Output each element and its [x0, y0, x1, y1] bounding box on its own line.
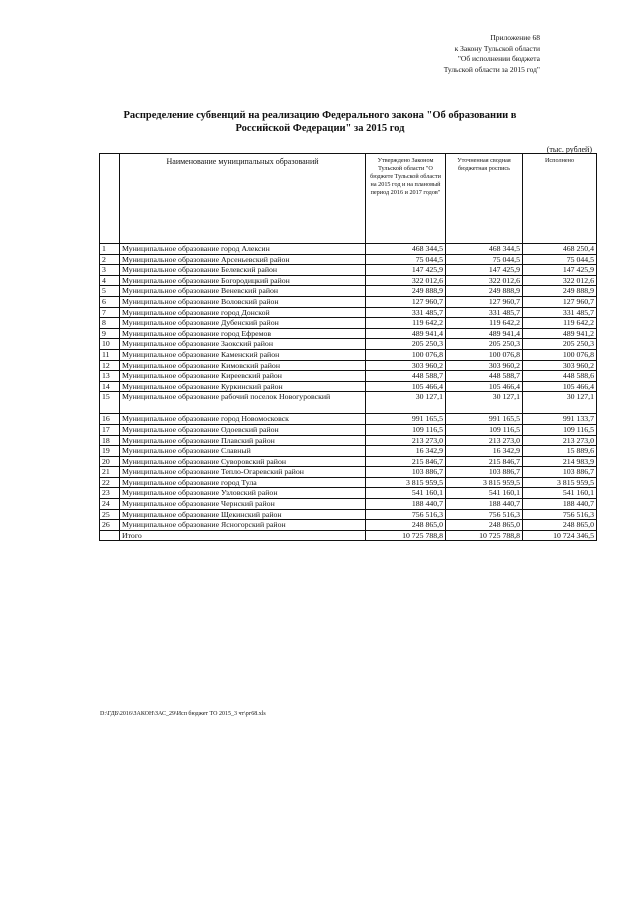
row-refined: 331 485,7 [446, 307, 523, 318]
row-executed: 30 127,1 [523, 392, 597, 414]
row-index: 8 [100, 318, 120, 329]
row-name: Муниципальное образование Щекинский район [120, 509, 366, 520]
table-row [100, 349, 597, 360]
table-row [100, 509, 597, 520]
row-refined: 489 941,4 [446, 328, 523, 339]
row-approved: 119 642,2 [366, 318, 446, 329]
row-index: 14 [100, 381, 120, 392]
row-index: 16 [100, 414, 120, 425]
row-executed: 100 076,8 [523, 349, 597, 360]
row-index: 11 [100, 349, 120, 360]
row-approved: 249 888,9 [366, 286, 446, 297]
row-refined: 213 273,0 [446, 435, 523, 446]
table-row [100, 499, 597, 510]
row-name: Муниципальное образование Плавский район [120, 435, 366, 446]
row-approved: 105 466,4 [366, 381, 446, 392]
row-executed: 249 888,9 [523, 286, 597, 297]
row-index: 21 [100, 467, 120, 478]
row-name: Муниципальное образование город Донской [120, 307, 366, 318]
row-refined: 103 886,7 [446, 467, 523, 478]
table-row [100, 520, 597, 531]
row-approved: 3 815 959,5 [366, 477, 446, 488]
table-row [100, 488, 597, 499]
row-executed: 303 960,2 [523, 360, 597, 371]
row-name: Муниципальное образование Каменский район [120, 349, 366, 360]
row-approved: 147 425,9 [366, 265, 446, 276]
appendix-note [340, 33, 540, 75]
row-refined: 468 344,5 [446, 244, 523, 255]
row-refined: 127 960,7 [446, 296, 523, 307]
row-name: Муниципальное образование город Тула [120, 477, 366, 488]
row-index: 17 [100, 424, 120, 435]
row-name: Муниципальное образование Куркинский район [120, 381, 366, 392]
row-index: 20 [100, 456, 120, 467]
row-executed: 756 516,3 [523, 509, 597, 520]
row-refined: 30 127,1 [446, 392, 523, 414]
row-executed: 468 250,4 [523, 244, 597, 255]
table-row [100, 477, 597, 488]
row-approved: 991 165,5 [366, 414, 446, 425]
row-executed: 15 889,6 [523, 446, 597, 457]
row-approved: 489 941,4 [366, 328, 446, 339]
row-name: Муниципальное образование Арсеньевский район [120, 254, 366, 265]
total-refined: 10 725 788,8 [446, 530, 523, 541]
row-refined: 205 250,3 [446, 339, 523, 350]
row-name: Муниципальное образование город Алексин [120, 244, 366, 255]
row-approved: 109 116,5 [366, 424, 446, 435]
row-executed: 127 960,7 [523, 296, 597, 307]
row-index: 23 [100, 488, 120, 499]
row-name: Муниципальное образование Воловский район [120, 296, 366, 307]
row-name: Муниципальное образование Белевский район [120, 265, 366, 276]
row-refined: 541 160,1 [446, 488, 523, 499]
total-index [100, 530, 120, 541]
table-body [100, 244, 597, 541]
row-executed: 213 273,0 [523, 435, 597, 446]
row-refined: 3 815 959,5 [446, 477, 523, 488]
row-refined: 448 588,7 [446, 371, 523, 382]
row-approved: 541 160,1 [366, 488, 446, 499]
row-index: 26 [100, 520, 120, 531]
row-approved: 205 250,3 [366, 339, 446, 350]
document-title: Распределение субвенций на реализацию Федерального закона "Об образовании в Российской Федерации" за 2015 год [123, 110, 517, 134]
row-refined: 756 516,3 [446, 509, 523, 520]
subventions-table [99, 153, 597, 541]
row-executed: 489 941,2 [523, 328, 597, 339]
row-name: Муниципальное образование город Новомосковск [120, 414, 366, 425]
row-name: Муниципальное образование Славный [120, 446, 366, 457]
units-label: (тыс. рублей) [546, 145, 592, 154]
header-name: Наименование муниципальных образований [120, 154, 366, 244]
row-name: Муниципальное образование Тепло-Огаревский район [120, 467, 366, 478]
row-name: Муниципальное образование Дубенский район [120, 318, 366, 329]
row-name: Муниципальное образование Богородицкий район [120, 275, 366, 286]
table-row [100, 296, 597, 307]
row-refined: 248 865,0 [446, 520, 523, 531]
row-executed: 147 425,9 [523, 265, 597, 276]
header-refined: Уточненная сводная бюджетная роспись [446, 154, 523, 244]
row-index: 1 [100, 244, 120, 255]
row-refined: 322 012,6 [446, 275, 523, 286]
row-approved: 322 012,6 [366, 275, 446, 286]
row-approved: 127 960,7 [366, 296, 446, 307]
row-refined: 16 342,9 [446, 446, 523, 457]
row-index: 25 [100, 509, 120, 520]
row-name: Муниципальное образование рабочий поселок Новогуровский [120, 392, 366, 414]
row-refined: 303 960,2 [446, 360, 523, 371]
table-row [100, 381, 597, 392]
row-name: Муниципальное образование Чернский район [120, 499, 366, 510]
file-path-footer: D:\ГДБ\2016\ЗАКОН\ЗАС_29\Исп бюджет ТО 2015_3 чт\рг68.xls [100, 711, 266, 717]
row-refined: 119 642,2 [446, 318, 523, 329]
row-approved: 248 865,0 [366, 520, 446, 531]
row-index: 13 [100, 371, 120, 382]
row-executed: 109 116,5 [523, 424, 597, 435]
row-index: 3 [100, 265, 120, 276]
row-approved: 100 076,8 [366, 349, 446, 360]
table-row [100, 446, 597, 457]
row-index: 12 [100, 360, 120, 371]
row-executed: 331 485,7 [523, 307, 597, 318]
row-refined: 109 116,5 [446, 424, 523, 435]
row-index: 19 [100, 446, 120, 457]
table-row [100, 318, 597, 329]
table-row [100, 286, 597, 297]
appendix-line: к Закону Тульской области [454, 43, 540, 53]
row-name: Муниципальное образование Заокский район [120, 339, 366, 350]
row-index: 5 [100, 286, 120, 297]
row-index: 6 [100, 296, 120, 307]
table-row [100, 254, 597, 265]
table-row [100, 435, 597, 446]
table-row [100, 392, 597, 414]
row-refined: 249 888,9 [446, 286, 523, 297]
row-refined: 188 440,7 [446, 499, 523, 510]
row-executed: 103 886,7 [523, 467, 597, 478]
table-row [100, 467, 597, 478]
row-executed: 3 815 959,5 [523, 477, 597, 488]
row-refined: 991 165,5 [446, 414, 523, 425]
row-name: Муниципальное образование Веневский район [120, 286, 366, 297]
header-approved: Утверждено Законом Тульской области "О бюджете Тульской области на 2015 год и на плановый период 2016 и 2017 годов" [366, 154, 446, 244]
row-approved: 756 516,3 [366, 509, 446, 520]
row-approved: 215 846,7 [366, 456, 446, 467]
row-index: 7 [100, 307, 120, 318]
table-row [100, 307, 597, 318]
header-executed: Исполнено [523, 154, 597, 244]
row-index: 15 [100, 392, 120, 414]
row-approved: 448 588,7 [366, 371, 446, 382]
table-row [100, 328, 597, 339]
appendix-line: "Об исполнении бюджета [457, 54, 540, 63]
row-executed: 248 865,0 [523, 520, 597, 531]
row-refined: 215 846,7 [446, 456, 523, 467]
row-name: Муниципальное образование Ясногорский район [120, 520, 366, 531]
row-name: Муниципальное образование Одоевский район [120, 424, 366, 435]
table-row [100, 265, 597, 276]
row-executed: 205 250,3 [523, 339, 597, 350]
row-index: 22 [100, 477, 120, 488]
row-index: 2 [100, 254, 120, 265]
row-executed: 105 466,4 [523, 381, 597, 392]
row-approved: 213 273,0 [366, 435, 446, 446]
row-executed: 119 642,2 [523, 318, 597, 329]
row-index: 10 [100, 339, 120, 350]
row-name: Муниципальное образование Узловский район [120, 488, 366, 499]
row-executed: 541 160,1 [523, 488, 597, 499]
row-approved: 16 342,9 [366, 446, 446, 457]
row-name: Муниципальное образование Киреевский район [120, 371, 366, 382]
appendix-line: Тульской области за 2015 год" [443, 64, 540, 74]
row-index: 9 [100, 328, 120, 339]
row-index: 4 [100, 275, 120, 286]
row-approved: 468 344,5 [366, 244, 446, 255]
table-row [100, 424, 597, 435]
row-executed: 188 440,7 [523, 499, 597, 510]
table-row [100, 360, 597, 371]
row-refined: 147 425,9 [446, 265, 523, 276]
row-name: Муниципальное образование город Ефремов [120, 328, 366, 339]
row-approved: 188 440,7 [366, 499, 446, 510]
row-refined: 105 466,4 [446, 381, 523, 392]
row-executed: 322 012,6 [523, 275, 597, 286]
row-index: 24 [100, 499, 120, 510]
row-refined: 100 076,8 [446, 349, 523, 360]
row-approved: 30 127,1 [366, 392, 446, 414]
table-header-row [100, 154, 597, 244]
total-row [100, 530, 597, 541]
row-approved: 303 960,2 [366, 360, 446, 371]
table-row [100, 371, 597, 382]
table-row [100, 414, 597, 425]
table-row [100, 456, 597, 467]
row-executed: 75 044,5 [523, 254, 597, 265]
row-executed: 991 133,7 [523, 414, 597, 425]
row-executed: 214 983,9 [523, 456, 597, 467]
row-name: Муниципальное образование Суворовский район [120, 456, 366, 467]
row-executed: 448 588,6 [523, 371, 597, 382]
total-label: Итого [120, 530, 366, 541]
row-approved: 75 044,5 [366, 254, 446, 265]
header-index [100, 154, 120, 244]
row-name: Муниципальное образование Кимовский район [120, 360, 366, 371]
row-approved: 103 886,7 [366, 467, 446, 478]
total-approved: 10 725 788,8 [366, 530, 446, 541]
table-row [100, 244, 597, 255]
table-row [100, 275, 597, 286]
row-refined: 75 044,5 [446, 254, 523, 265]
total-executed: 10 724 346,5 [523, 530, 597, 541]
row-index: 18 [100, 435, 120, 446]
table-row [100, 339, 597, 350]
row-approved: 331 485,7 [366, 307, 446, 318]
appendix-line: Приложение 68 [490, 33, 540, 42]
